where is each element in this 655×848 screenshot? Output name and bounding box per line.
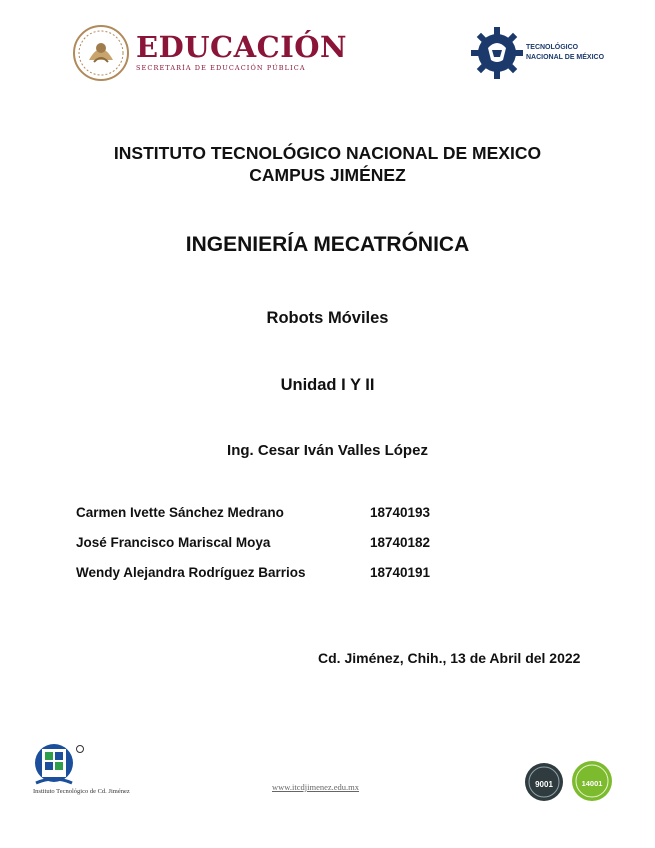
website-link[interactable]: www.itcdjimenez.edu.mx	[272, 782, 360, 792]
iso-9001-seal-icon	[524, 762, 564, 802]
career-title: INGENIERÍA MECATRÓNICA	[185, 233, 470, 256]
institute-line1: INSTITUTO TECNOLÓGICO NACIONAL DE MEXICO	[113, 143, 542, 163]
sep-subtitle: SECRETARÍA DE EDUCACIÓN PÚBLICA	[136, 64, 306, 72]
student-id: 18740191	[370, 565, 431, 580]
sep-wordmark: EDUCACIÓN	[136, 30, 348, 64]
iso-14001-seal-icon	[571, 760, 613, 802]
student-name: José Francisco Mariscal Moya	[76, 535, 271, 550]
itcj-logo-icon	[30, 741, 88, 791]
institute-title	[0, 142, 655, 186]
seal-14001-label: 14001	[581, 779, 603, 788]
tecnm-gear-icon	[470, 26, 524, 80]
tecnm-line2: NACIONAL DE MÉXICO	[526, 54, 605, 61]
student-name: Carmen Ivette Sánchez Medrano	[76, 505, 284, 520]
unit-title: Unidad I Y II	[280, 376, 375, 394]
tecnm-line1: TECNOLÓGICO	[526, 44, 579, 51]
seal-9001-label: 9001	[535, 780, 553, 789]
itcj-caption: Instituto Tecnológico de Cd. Jiménez	[33, 788, 130, 795]
student-name: Wendy Alejandra Rodríguez Barrios	[76, 565, 306, 580]
place-date: Cd. Jiménez, Chih., 13 de Abril del 2022	[318, 650, 581, 666]
student-id: 18740193	[370, 505, 431, 520]
sep-logo	[72, 24, 348, 84]
student-id: 18740182	[370, 535, 431, 550]
tecnm-logo	[468, 24, 605, 82]
tecnm-wordmark	[526, 43, 604, 63]
subject-title: Robots Móviles	[266, 309, 389, 327]
mexico-seal-icon	[72, 24, 130, 82]
teacher-name: Ing. Cesar Iván Valles López	[227, 442, 428, 459]
institute-line2: CAMPUS JIMÉNEZ	[249, 165, 406, 185]
